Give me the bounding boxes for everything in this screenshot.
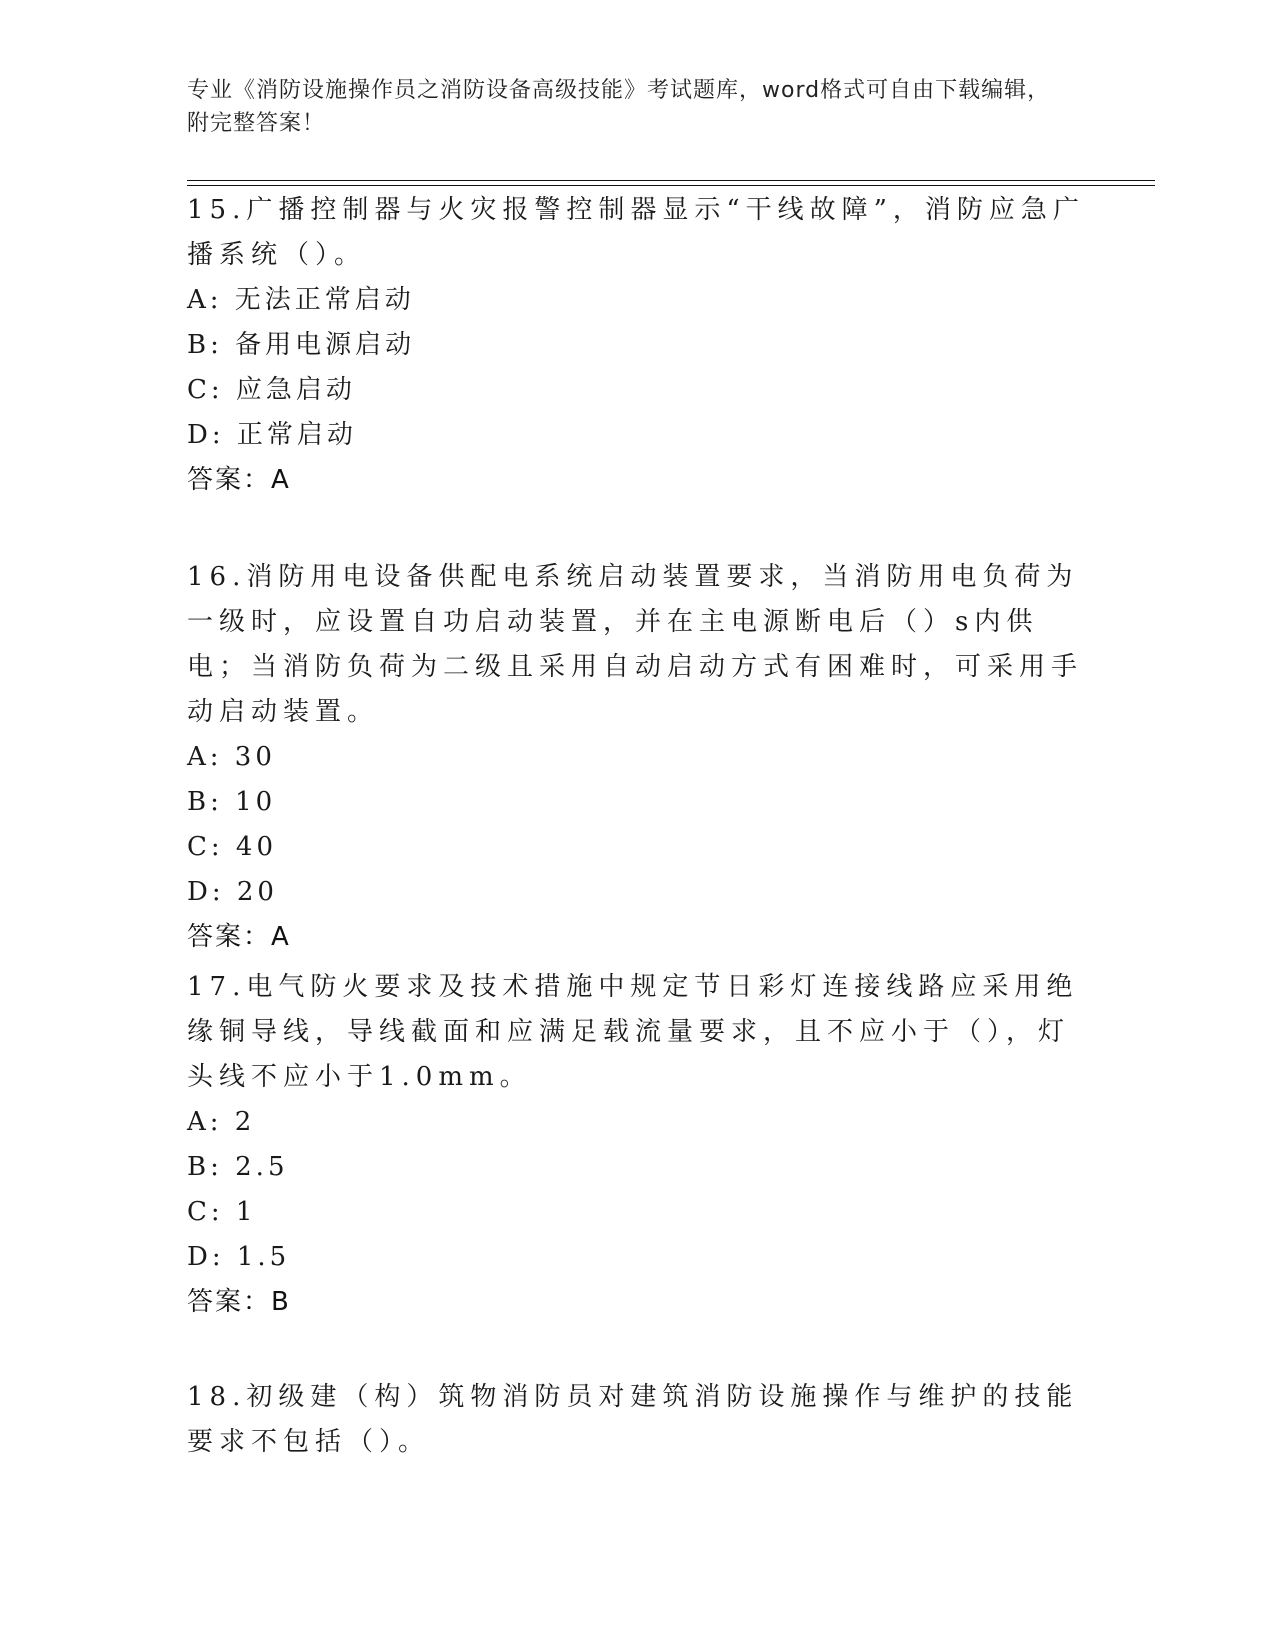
- question-18: [187, 1375, 1087, 1465]
- option-a: A: 无法正常启动: [187, 285, 415, 315]
- question-17: [187, 965, 1087, 1325]
- option-c: C: 应急启动: [187, 375, 356, 405]
- option-a: A: 30: [187, 742, 276, 772]
- option-d: D: 20: [187, 877, 278, 907]
- question-stem: 18.初级建（构）筑物消防员对建筑消防设施操作与维护的技能要求不包括（）。: [187, 1382, 1079, 1457]
- question-stem: 17.电气防火要求及技术措施中规定节日彩灯连接线路应采用绝缘铜导线，导线截面和应满足载流量要求，且不应小于（），灯头线不应小于1.0mm。: [187, 972, 1079, 1092]
- question-stem: 16.消防用电设备供配电系统启动装置要求，当消防用电负荷为一级时，应设置自功启动装置，并在主电源断电后（）s内供电；当消防负荷为二级且采用自动启动方式有困难时，可采用手动启动装置。: [187, 562, 1084, 727]
- option-c: C: 40: [187, 832, 278, 862]
- answer-line: 答案：A: [187, 922, 291, 952]
- option-c: C: 1: [187, 1197, 257, 1227]
- option-b: B: 2.5: [187, 1152, 289, 1182]
- header-rule-bottom: [187, 185, 1155, 186]
- question-stem: 15.广播控制器与火灾报警控制器显示“干线故障”，消防应急广播系统（）。: [187, 195, 1085, 270]
- header-rule-top: [187, 180, 1155, 181]
- option-b: B: 10: [187, 787, 277, 817]
- question-16: [187, 555, 1087, 960]
- option-d: D: 1.5: [187, 1242, 291, 1272]
- question-15: [187, 188, 1087, 503]
- option-a: A: 2: [187, 1107, 256, 1137]
- answer-line: 答案：B: [187, 1287, 291, 1317]
- option-d: D: 正常启动: [187, 420, 357, 450]
- document-header: 专业《消防设施操作员之消防设备高级技能》考试题库，word格式可自由下载编辑，附完整答案！: [187, 78, 1051, 136]
- option-b: B: 备用电源启动: [187, 330, 416, 360]
- answer-line: 答案：A: [187, 465, 291, 495]
